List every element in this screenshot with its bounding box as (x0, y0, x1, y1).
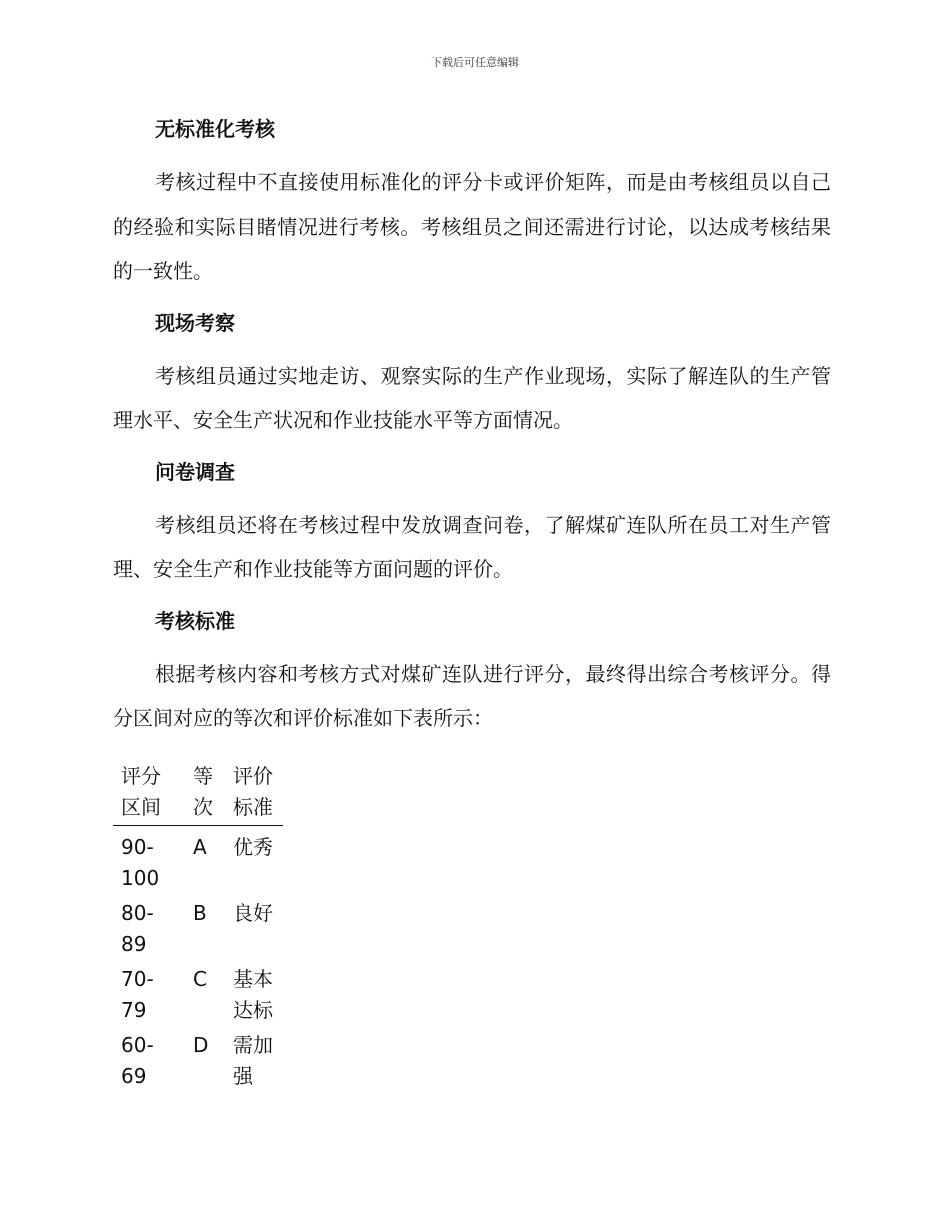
cell-evaluation: 需加强 (233, 1032, 273, 1088)
section-heading: 无标准化考核 (155, 117, 275, 141)
table-row (113, 1026, 283, 1092)
cell-evaluation: 优秀 (233, 834, 273, 859)
cell-evaluation: 良好 (233, 900, 273, 925)
column-header-evaluation: 评价标准 (225, 761, 283, 826)
table-row (113, 960, 283, 1026)
table-row (113, 825, 283, 894)
cell-grade: A (193, 834, 207, 859)
section-heading: 现场考察 (155, 310, 235, 335)
document-body (113, 112, 831, 1092)
cell-grade: D (193, 1032, 209, 1057)
section-heading: 考核标准 (155, 608, 235, 633)
cell-score-range: 70-79 (121, 966, 154, 1022)
cell-grade: C (193, 966, 207, 991)
cell-grade: B (193, 900, 207, 925)
grade-table (113, 761, 283, 1092)
section-heading: 问卷调查 (155, 459, 235, 484)
table-row (113, 894, 283, 960)
section-paragraph: 考核组员通过实地走访、观察实际的生产作业现场，实际了解连队的生产管理水平、安全生产状况和作业技能水平等方面情况。 (113, 363, 831, 432)
cell-score-range: 80-89 (121, 900, 154, 956)
cell-evaluation: 基本达标 (233, 966, 273, 1022)
section-paragraph: 考核过程中不直接使用标准化的评分卡或评价矩阵，而是由考核组员以自己的经验和实际目睹情况进行考核。考核组员之间还需进行讨论，以达成考核结果的一致性。 (113, 170, 831, 283)
section-paragraph: 根据考核内容和考核方式对煤矿连队进行评分，最终得出综合考核评分。得分区间对应的等次和评价标准如下表所示： (113, 661, 831, 730)
cell-score-range: 60-69 (121, 1032, 154, 1088)
cell-score-range: 90-100 (121, 834, 160, 890)
table-header-row (113, 761, 283, 826)
column-header-grade: 等次 (185, 761, 225, 826)
section-paragraph: 考核组员还将在考核过程中发放调查问卷，了解煤矿连队所在员工对生产管理、安全生产和作业技能等方面问题的评价。 (113, 512, 831, 581)
page-header: 下载后可任意编辑 (431, 56, 519, 69)
column-header-score-range: 评分区间 (113, 761, 185, 826)
